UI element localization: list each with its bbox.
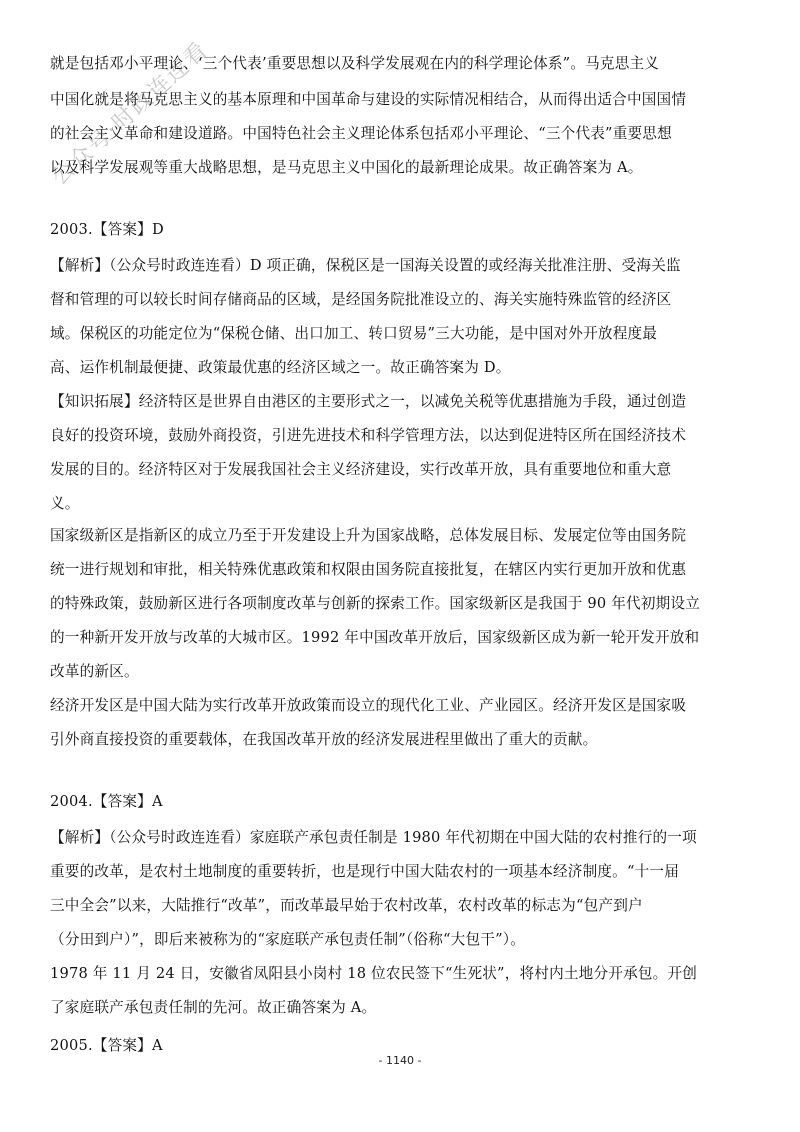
text-line: 良好的投资环境，鼓励外商投资，引进先进技术和科学管理方法，以达到促进特区所在国经济技术	[50, 427, 687, 444]
text-line: 【解析】（公众号时政连连看）家庭联产承包责任制是 1980 年代初期在中国大陆的农村推行的一项	[50, 829, 697, 846]
text-line: 的一种新开发开放与改革的大城市区。1992 年中国改革开放后，国家级新区成为新一轮开发开放和	[50, 629, 700, 646]
text-line: 就是包括邓小平理论、‘三个代表’重要思想以及科学发展观在内的科学理论体系”。马克思主义	[50, 55, 660, 72]
text-line: 统一进行规划和审批，相关特殊优惠政策和权限由国务院直接批复，在辖区内实行更加开放和优惠	[50, 561, 687, 578]
text-line: 【知识拓展】经济特区是世界自由港区的主要形式之一，以减免关税等优惠措施为手段，通过创造	[50, 393, 687, 410]
text-line: 重要的改革，是农村土地制度的重要转折，也是现行中国大陆农村的一项基本经济制度。“十一届	[50, 863, 680, 880]
page-number: - 1140 -	[378, 1054, 422, 1067]
text-line: 发展的目的。经济特区对于发展我国社会主义经济建设，实行改革开放，具有重要地位和重大意	[50, 461, 672, 478]
text-line: 了家庭联产承包责任制的先河。故正确答案为 A。	[50, 999, 377, 1016]
text-line: 引外商直接投资的重要载体，在我国改革开放的经济发展进程里做出了重大的贡献。	[50, 731, 598, 748]
answer-heading: 2003.【答案】D	[50, 221, 164, 238]
text-line: 义。	[50, 495, 80, 512]
answer-heading: 2005.【答案】A	[50, 1037, 163, 1054]
text-line: 三中全会”以来，大陆推行“改革”，而改革最早始于农村改革，农村改革的标志为“包产到户	[50, 897, 643, 914]
watermark-stamp: 公众号·时政连连看	[47, 37, 214, 191]
text-line: 经济开发区是中国大陆为实行改革开放政策而设立的现代化工业、产业园区。经济开发区是国家吸	[50, 697, 687, 714]
text-line: 改革的新区。	[50, 663, 139, 680]
text-line: 的特殊政策，鼓励新区进行各项制度改革与创新的探索工作。国家级新区是我国于 90 年代初期设立	[50, 595, 700, 612]
text-line: 域。保税区的功能定位为“保税仓储、出口加工、转口贸易”三大功能，是中国对外开放程度最	[50, 325, 658, 342]
text-line: 【解析】（公众号时政连连看）D 项正确，保税区是一国海关设置的或经海关批准注册、受海关监	[50, 257, 681, 274]
answer-heading: 2004.【答案】A	[50, 793, 163, 810]
text-line: 督和管理的可以较长时间存储商品的区域，是经国务院批准设立的、海关实施特殊监管的经济区	[50, 291, 672, 308]
text-line: 以及科学发展观等重大战略思想，是马克思主义中国化的最新理论成果。故正确答案为 A。	[50, 159, 643, 176]
text-line: 中国化就是将马克思主义的基本原理和中国革命与建设的实际情况相结合，从而得出适合中国国情	[50, 91, 687, 108]
text-line: 高、运作机制最便捷、政策最优惠的经济区域之一。故正确答案为 D。	[50, 359, 511, 376]
text-line: 国家级新区是指新区的成立乃至于开发建设上升为国家战略，总体发展目标、发展定位等由国务院	[50, 527, 687, 544]
text-line: 的社会主义革命和建设道路。中国特色社会主义理论体系包括邓小平理论、“三个代表”重要思想	[50, 125, 672, 142]
text-line: 1978 年 11 月 24 日，安徽省凤阳县小岗村 18 位农民签下“生死状”，将村内土地分开承包。开创	[50, 965, 698, 982]
text-line: （分田到户）”，即后来被称为的“家庭联产承包责任制”（俗称“大包干”）。	[50, 931, 526, 948]
